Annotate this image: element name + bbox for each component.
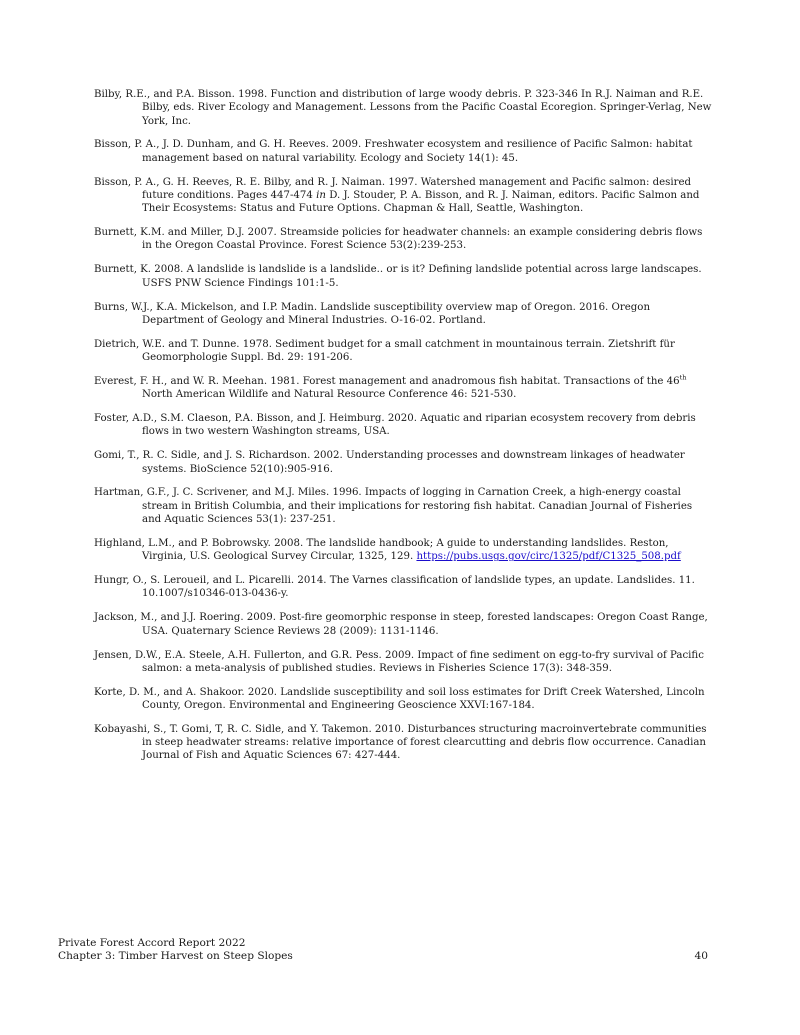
- reference-burns-2016: Burns, W.J., K.A. Mickelson, and I.P. Madin. Landslide susceptibility overview map of Oregon. 2016. Oregon Department of Geology and Mineral Industries. O-16-02. Portland.: [94, 301, 650, 326]
- reference-burnett-2008: Burnett, K. 2008. A landslide is landslide is a landslide.. or is it? Defining landslide potential across large landscapes. USFS PNW Science Findings 101:1-5.: [94, 264, 702, 289]
- reference-bisson-1997: Bisson, P. A., G. H. Reeves, R. E. Bilby, and R. J. Naiman. 1997. Watershed management and Pacific salmon: desired future conditions. Pages 447-474 in D. J. Stouder, P. A. Bisson, and R. J. Naiman, editors. Pacific Salmon and Their Ecosystems: Status and Future Options. Chapman & Hall, Seattle, Washington.: [94, 176, 700, 215]
- page-footer: [58, 937, 708, 963]
- reference-jensen-2009: Jensen, D.W., E.A. Steele, A.H. Fullerton, and G.R. Pess. 2009. Impact of fine sediment on egg-to-fry survival of Pacific salmon: a meta-analysis of published studies. Reviews in Fisheries Science 17(3): 348-359.: [94, 649, 704, 674]
- page-number: 40: [694, 950, 708, 962]
- usgs-circular-link[interactable]: https://pubs.usgs.gov/circ/1325/pdf/C1325_508.pdf: [416, 551, 681, 563]
- reference-hungr-2014: Hungr, O., S. Leroueil, and L. Picarelli. 2014. The Varnes classification of landslide types, an update. Landslides. 11. 10.1007/s10346-013-0436-y.: [94, 575, 695, 600]
- reference-bisson-2009: Bisson, P. A., J. D. Dunham, and G. H. Reeves. 2009. Freshwater ecosystem and resilience of Pacific Salmon: habitat management based on natural variability. Ecology and Society 14(1): 45.: [94, 139, 693, 164]
- reference-bilby-1998: Bilby, R.E., and P.A. Bisson. 1998. Function and distribution of large woody debris. P. 323-346 In R.J. Naiman and R.E. Bilby, eds. River Ecology and Management. Lessons from the Pacific Coastal Ecoregion. Springer-Verlag, New York, Inc.: [94, 89, 712, 127]
- reference-korte-2020: Korte, D. M., and A. Shakoor. 2020. Landslide susceptibility and soil loss estimates for Drift Creek Watershed, Lincoln County, Oregon. Environmental and Engineering Geoscience XXVI:167-184.: [94, 686, 705, 711]
- reference-list: [94, 88, 714, 773]
- reference-jackson-2009: Jackson, M., and J.J. Roering. 2009. Post-fire geomorphic response in steep, forested landscapes: Oregon Coast Range, USA. Quaternary Science Reviews 28 (2009): 1131-1146.: [94, 612, 708, 637]
- reference-foster-2020: Foster, A.D., S.M. Claeson, P.A. Bisson, and J. Heimburg. 2020. Aquatic and riparian ecosystem recovery from debris flows in two western Washington streams, USA.: [94, 413, 696, 438]
- reference-highland-2008: Highland, L.M., and P. Bobrowsky. 2008. The landslide handbook; A guide to understanding landslides. Reston, Virginia, U.S. Geological Survey Circular, 1325, 129. https://pubs.usgs.gov/circ/1325/pdf/C1325_508.pdf: [94, 537, 681, 563]
- reference-dietrich-1978: Dietrich, W.E. and T. Dunne. 1978. Sediment budget for a small catchment in mountainous terrain. Zietshrift für Geomorphologie Suppl. Bd. 29: 191-206.: [94, 338, 675, 364]
- footer-chapter-title: Chapter 3: Timber Harvest on Steep Slopes: [58, 950, 293, 962]
- reference-kobayashi-2010: Kobayashi, S., T. Gomi, T, R. C. Sidle, and Y. Takemon. 2010. Disturbances structuring macroinvertebrate communities in steep headwater streams: relative importance of forest clearcutting and debris flow occurrence. Canadian Journal of Fish and Aquatic Sciences 67: 427-444.: [94, 723, 707, 762]
- reference-everest-1981: Everest, F. H., and W. R. Meehan. 1981. Forest management and anadromous fish habitat. Transactions of the 46th North American Wildlife and Natural Resource Conference 46: 521-530.: [94, 373, 687, 401]
- reference-burnett-miller-2007: Burnett, K.M. and Miller, D.J. 2007. Streamside policies for headwater channels: an example considering debris flows in the Oregon Coastal Province. Forest Science 53(2):239-253.: [94, 227, 703, 252]
- reference-hartman-1996: Hartman, G.F., J. C. Scrivener, and M.J. Miles. 1996. Impacts of logging in Carnation Creek, a high-energy coastal stream in British Columbia, and their implications for restoring fish habitat. Canadian Journal of Fisheries and Aquatic Sciences 53(1): 237-251.: [94, 487, 693, 526]
- footer-report-title: Private Forest Accord Report 2022: [58, 937, 246, 949]
- reference-gomi-2002: Gomi, T., R. C. Sidle, and J. S. Richardson. 2002. Understanding processes and downstream linkages of headwater systems. BioScience 52(10):905-916.: [94, 450, 685, 475]
